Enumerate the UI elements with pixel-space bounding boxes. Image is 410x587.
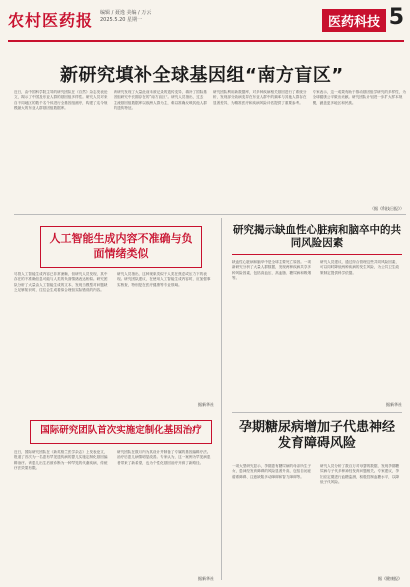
main-article-source: （据《科技日报》） — [370, 206, 404, 211]
ai-article-author: 据新华社 — [198, 402, 214, 407]
heart-article-title: 研究揭示缺血性心脏病和脑卒中的共同风险因素 — [233, 224, 401, 250]
ai-article-title: 人工智能生成内容不准确与负面情绪类似 — [49, 232, 193, 260]
heart-article-author: 据新华社 — [386, 402, 402, 407]
pregnancy-article-title: 孕期糖尿病增加子代患神经发育障碍风险 — [238, 420, 395, 452]
gene-article-title: 国际研究团队首次实施定制化基因治疗 — [40, 425, 202, 436]
main-article-col-2: 该研究发现了大量此前未被记录的遗传变异，填补了国际基因组研究中长期存在的“南方盲区”。研究人员指出，过去主流基因组数据库以欧洲人群为主，难以准确反映其他人群的遗传特征。 — [113, 90, 207, 111]
ai-article-body — [14, 272, 214, 400]
pregnancy-article-author: 据《健康报》 — [378, 576, 402, 581]
pregnancy-article-col-1: 一项大型研究显示，孕期患有糖尿病的母亲所生子女，患神经发育障碍的风险显著升高，包括自闭症谱系障碍、注意缺陷多动障碍和智力障碍等。 — [232, 464, 312, 479]
gene-article-title-box — [30, 420, 212, 444]
right-column-divider — [232, 412, 402, 413]
main-article-col-4: 专家表示，这一成果有助于推动基因组学研究的多样性，为全球健康公平做出贡献。研究团队计划进一步扩大样本规模，涵盖更多地区和民族。 — [312, 90, 406, 105]
gene-article-body — [14, 450, 214, 574]
gene-article-author: 据新华社 — [198, 576, 214, 581]
page-number: 5 — [388, 5, 404, 30]
horizontal-divider — [14, 214, 406, 215]
newspaper-logo: 农村医药报 — [8, 11, 94, 30]
heart-title-underline — [232, 254, 402, 255]
section-label: 医药科技 — [322, 9, 386, 32]
heart-article-col-2: 研究人员建议，通过综合管理这些共同风险因素，可以同时降低两种疾病的发生风险，为公共卫生政策制定提供科学依据。 — [320, 260, 400, 275]
main-headline: 新研究填补全球基因组“南方盲区” — [60, 65, 344, 86]
heart-article-body — [232, 260, 402, 400]
main-article-col-1: 近日，由中国科学院主导的研究团队在《自然》杂志发表论文，揭示了中国及东亚人群的基因组多样性。研究人员对来自不同地区的数千名个体进行全基因组测序，构建了迄今规模最大的东亚人群基因组数据库。 — [14, 90, 108, 111]
main-article-body — [14, 90, 406, 208]
gene-article-col-1: 近日，国际研究团队在《新英格兰医学杂志》上发表论文，报道了首次为一名患有罕见遗传病的婴儿实施定制化基因编辑治疗。该患儿出生后被诊断为一种罕见的代谢疾病，传统疗法效果有限。 — [14, 450, 108, 471]
pregnancy-article-body — [232, 464, 402, 576]
pregnancy-article-col-2: 研究人员分析了数百万对母婴的数据，发现孕期糖尿病与子代多种神经发育问题相关。专家建议，孕妇应定期进行血糖监测，积极控制血糖水平，以降低子代风险。 — [320, 464, 400, 485]
ai-article-col-1: 尽管人工智能生成内容已非常流畅，但研究人员发现，其中存在的不准确信息可能与人类的负面情绪表达相似。研究团队分析了大量由人工智能生成的文本，发现当模型对问题缺乏足够知识时，往往会生成看似合理但实际错误的内容。 — [14, 272, 108, 293]
issue-meta — [100, 10, 151, 24]
main-article-col-3: 研究团队利用新数据库，对多种疾病相关基因进行了系统分析，发现部分致病变异在东亚人群中的频率与其他人群存在显著差异，为精准医疗和疾病风险评估提供了重要参考。 — [213, 90, 307, 105]
heart-article-col-1: 缺血性心脏病和脑卒中是全球主要死亡原因。一项新研究分析了大量人群数据，发现两种疾病共享多种风险因素，包括高血压、高血脂、糖尿病和吸烟等。 — [232, 260, 312, 281]
editor-line: 编辑 / 聂逸 美编 / 万云 — [100, 10, 152, 16]
vertical-divider — [221, 218, 222, 580]
ai-article-title-box — [40, 226, 202, 268]
date-line: 2025.5.20 星期一 — [100, 17, 143, 23]
ai-article-col-2: 研究人员指出，这种现象类似于人类在焦虑或压力下的表现。研究团队建议，在使用人工智能生成内容时，应加强事实核查，特别是在医疗健康等专业领域。 — [117, 272, 211, 287]
gene-article-col-2: 研究团队在数月内为其设计并制备了专属的基因编辑疗法。治疗后患儿病情明显改善。专家认为，这一案例为罕见病患者带来了新希望，也为个性化基因治疗开辟了新路径。 — [117, 450, 211, 465]
masthead — [8, 6, 404, 42]
